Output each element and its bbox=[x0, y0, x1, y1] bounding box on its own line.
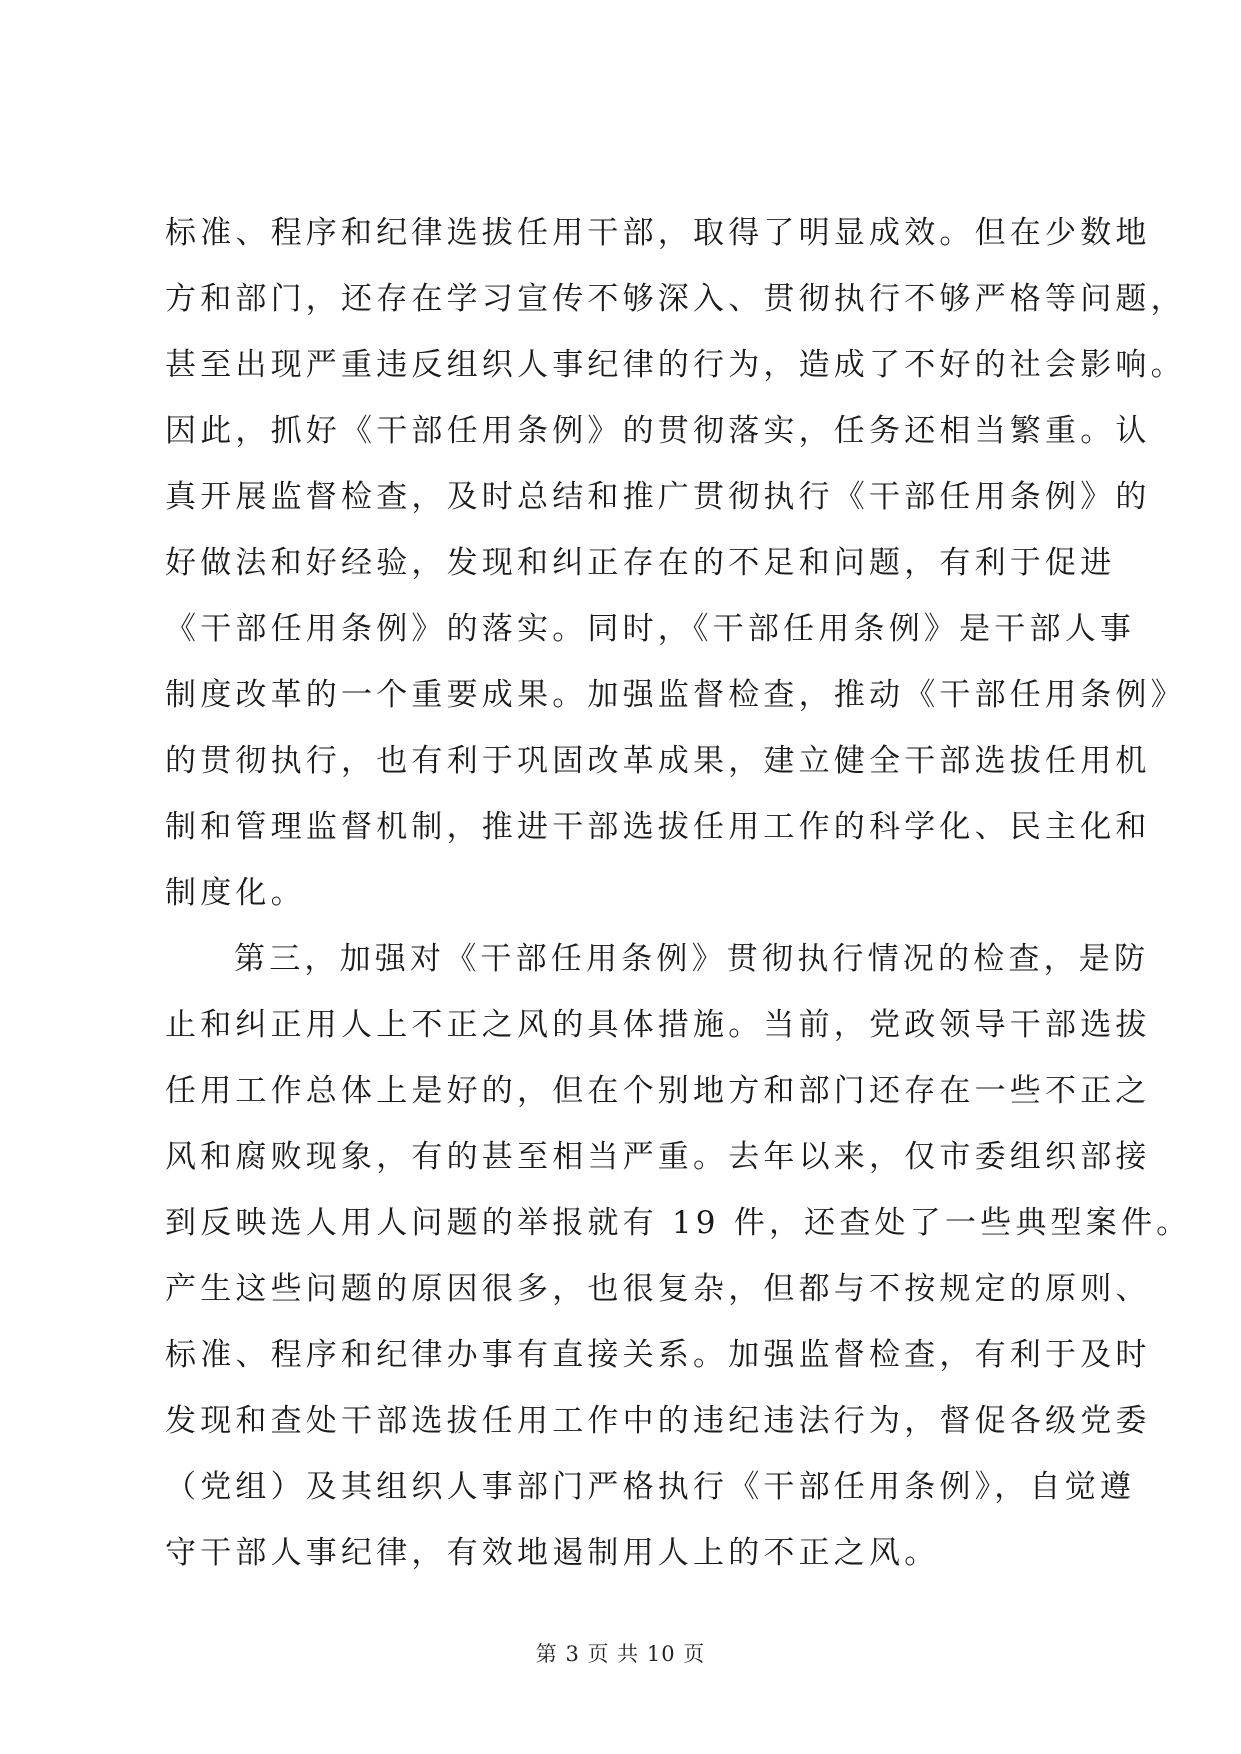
text-line: 真开展监督检查，及时总结和推广贯彻执行《干部任用条例》的 bbox=[165, 479, 1151, 515]
text-line: 制和管理监督机制，推进干部选拔任用工作的科学化、民主化和 bbox=[165, 809, 1151, 845]
text-line: 标准、程序和纪律选拔任用干部，取得了明显成效。但在少数地 bbox=[165, 215, 1151, 251]
text-line: 甚至出现严重违反组织人事纪律的行为，造成了不好的社会影响。 bbox=[165, 347, 1186, 383]
paragraph-first-line: 第三，加强对《干部任用条例》贯彻执行情况的检查，是防 bbox=[234, 941, 1150, 977]
text-line: 风和腐败现象，有的甚至相当严重。去年以来，仅市委组织部接 bbox=[165, 1139, 1151, 1175]
text-line: 标准、程序和纪律办事有直接关系。加强监督检查，有利于及时 bbox=[165, 1337, 1151, 1373]
text-line: 因此，抓好《干部任用条例》的贯彻落实，任务还相当繁重。认 bbox=[165, 413, 1151, 449]
text-line: 发现和查处干部选拔任用工作中的违纪违法行为，督促各级党委 bbox=[165, 1403, 1151, 1439]
text-line: 好做法和好经验，发现和纠正存在的不足和问题，有利于促进 bbox=[165, 545, 1116, 581]
text-line: 的贯彻执行，也有利于巩固改革成果，建立健全干部选拔任用机 bbox=[165, 743, 1151, 779]
text-line: 《干部任用条例》的落实。同时，《干部任用条例》是干部人事 bbox=[165, 611, 1136, 647]
text-line: 守干部人事纪律，有效地遏制用人上的不正之风。 bbox=[165, 1535, 940, 1571]
text-line: 制度化。 bbox=[165, 875, 306, 911]
text-line: 到反映选人用人问题的举报就有 19 件，还查处了一些典型案件。 bbox=[165, 1205, 1192, 1241]
text-line: 制度改革的一个重要成果。加强监督检查，推动《干部任用条例》 bbox=[165, 677, 1186, 713]
text-line: （党组）及其组织人事部门严格执行《干部任用条例》，自觉遵 bbox=[165, 1469, 1136, 1505]
text-line: 止和纠正用人上不正之风的具体措施。当前，党政领导干部选拔 bbox=[165, 1007, 1151, 1043]
text-line: 产生这些问题的原因很多，也很复杂，但都与不按规定的原则、 bbox=[165, 1271, 1151, 1307]
text-line: 任用工作总体上是好的，但在个别地方和部门还存在一些不正之 bbox=[165, 1073, 1151, 1109]
page-number-footer: 第 3 页 共 10 页 bbox=[535, 1642, 706, 1666]
text-line: 方和部门，还存在学习宣传不够深入、贯彻执行不够严格等问题， bbox=[165, 281, 1186, 317]
